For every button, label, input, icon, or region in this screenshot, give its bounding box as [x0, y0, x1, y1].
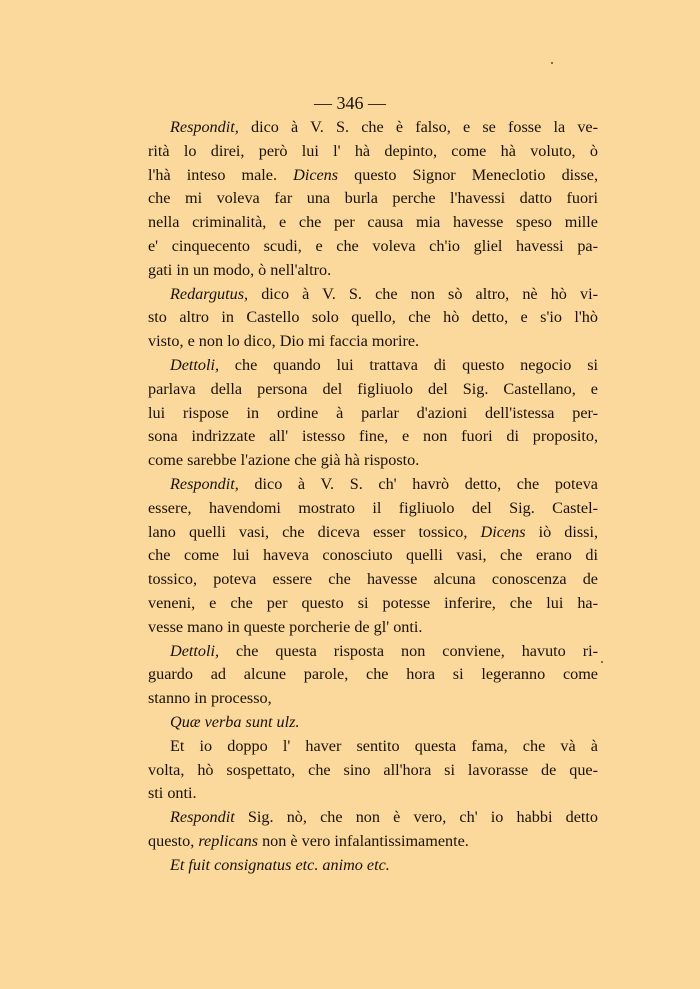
- italic-text: Respondit: [170, 808, 235, 827]
- italic-text: Et fuit consignatus etc. animo etc.: [170, 855, 390, 874]
- text-line: [148, 283, 598, 307]
- text-line: [148, 759, 598, 783]
- italic-text: Respondit,: [170, 474, 239, 493]
- text-line: [148, 830, 598, 854]
- text-run: che come lui haveva conosciuto quelli vasi, che erano di: [148, 546, 598, 565]
- text-run: come sarebbe l'azione che già hà risposto.: [148, 451, 420, 470]
- text-line: [148, 211, 598, 235]
- text-run: iò dissi,: [525, 522, 598, 541]
- text-run: l'hà inteso male.: [148, 165, 294, 184]
- paragraph: [148, 640, 598, 711]
- italic-text: replicans: [198, 831, 259, 850]
- text-line: [148, 378, 598, 402]
- text-run: dico à V. S. ch' havrò detto, che poteva: [238, 474, 598, 493]
- text-line: [148, 449, 598, 473]
- page-number: — 346 —: [314, 93, 386, 113]
- text-run: tossico, poteva essere che havesse alcuna conoscenza de: [148, 570, 598, 589]
- text-run: Sig. nò, che non è vero, ch' io habbi detto: [234, 808, 598, 827]
- text-run: Et io doppo l' haver sentito questa fama, che và à: [170, 736, 598, 755]
- text-run: guardo ad alcune parole, che hora si legeranno come: [148, 665, 598, 684]
- text-line: [148, 521, 598, 545]
- text-run: visto, e non lo dico, Dio mi faccia morire.: [148, 332, 420, 351]
- text-run: sona indrizzate all' istesso fine, e non fuori di proposito,: [148, 427, 598, 446]
- italic-text: Dicens: [293, 165, 339, 184]
- text-line: [148, 235, 598, 259]
- text-run: volta, hò sospettato, che sino all'hora si lavorasse de que-: [148, 760, 598, 779]
- text-line: [148, 354, 598, 378]
- text-run: rità lo direi, però lui l' hà depinto, come hà voluto, ò: [148, 141, 598, 160]
- text-run: stanno in processo,: [148, 689, 272, 708]
- text-run: questo,: [148, 831, 199, 850]
- text-line: [148, 116, 598, 140]
- text-line: [148, 425, 598, 449]
- text-line: [148, 735, 598, 759]
- text-line: [148, 544, 598, 568]
- text-line: [148, 616, 598, 640]
- text-run: e' cinquecento scudi, e che voleva ch'io gliel havessi pa-: [148, 236, 598, 255]
- text-run: lui rispose in ordine à parlar d'azioni dell'istessa per-: [148, 403, 598, 422]
- paragraph: [148, 283, 598, 354]
- paragraph: [148, 354, 598, 473]
- text-line: [148, 806, 598, 830]
- text-run: che quando lui trattava di questo negocio si: [219, 355, 598, 374]
- text-line: [148, 640, 598, 664]
- text-line: [148, 187, 598, 211]
- italic-text: Redargutus,: [170, 284, 249, 303]
- text-line: [148, 164, 598, 188]
- text-run: lano quelli vasi, che diceva esser tossico,: [148, 522, 481, 541]
- text-line: [148, 782, 598, 806]
- text-run: dico à V. S. che è falso, e se fosse la ve-: [238, 118, 598, 136]
- italic-text: Dicens: [480, 522, 526, 541]
- italic-text: Dettoli,: [170, 641, 220, 660]
- text-line: [148, 402, 598, 426]
- text-run: parlava della persona del figliuolo del Sig. Castellano, e: [148, 379, 598, 398]
- text-line: [148, 592, 598, 616]
- paper-speck: [551, 62, 553, 64]
- paragraph: [148, 854, 598, 878]
- text-line: [148, 663, 598, 687]
- document-body: [148, 116, 598, 878]
- text-line: [148, 687, 598, 711]
- italic-text: Quæ verba sunt ulz.: [170, 712, 300, 731]
- text-run: non è vero infalantissimamente.: [258, 831, 469, 850]
- text-run: nella criminalità, e che per causa mia havesse speso mille: [148, 213, 598, 232]
- text-run: dico à V. S. che non sò altro, nè hò vi-: [248, 284, 598, 303]
- italic-text: Respondit,: [170, 118, 239, 136]
- paper-speck: [601, 661, 603, 663]
- text-line: [148, 306, 598, 330]
- text-run: gati in un modo, ò nell'altro.: [148, 260, 332, 279]
- text-run: questo Signor Meneclotio disse,: [338, 165, 598, 184]
- text-line: [148, 497, 598, 521]
- text-line: [148, 259, 598, 283]
- text-run: che questa risposta non conviene, havuto ri-: [219, 641, 598, 660]
- paragraph: [148, 473, 598, 640]
- text-run: che mi voleva far una burla perche l'havessi datto fuori: [148, 189, 598, 208]
- paragraph: [148, 711, 598, 735]
- text-line: [148, 568, 598, 592]
- paragraph: [148, 116, 598, 283]
- italic-text: Dettoli,: [170, 355, 220, 374]
- text-run: vesse mano in queste porcherie de gl' onti.: [148, 617, 423, 636]
- text-run: sto altro in Castello solo quello, che hò detto, e s'io l'hò: [148, 308, 598, 327]
- text-line: [148, 140, 598, 164]
- text-line: [148, 330, 598, 354]
- text-run: essere, havendomi mostrato il figliuolo del Sig. Castel-: [148, 498, 598, 517]
- text-line: [148, 711, 598, 735]
- paragraph: [148, 806, 598, 854]
- text-line: [148, 473, 598, 497]
- paragraph: [148, 735, 598, 806]
- text-line: [148, 854, 598, 878]
- text-run: sti onti.: [148, 784, 197, 803]
- text-run: veneni, e che per questo si potesse inferire, che lui ha-: [148, 593, 598, 612]
